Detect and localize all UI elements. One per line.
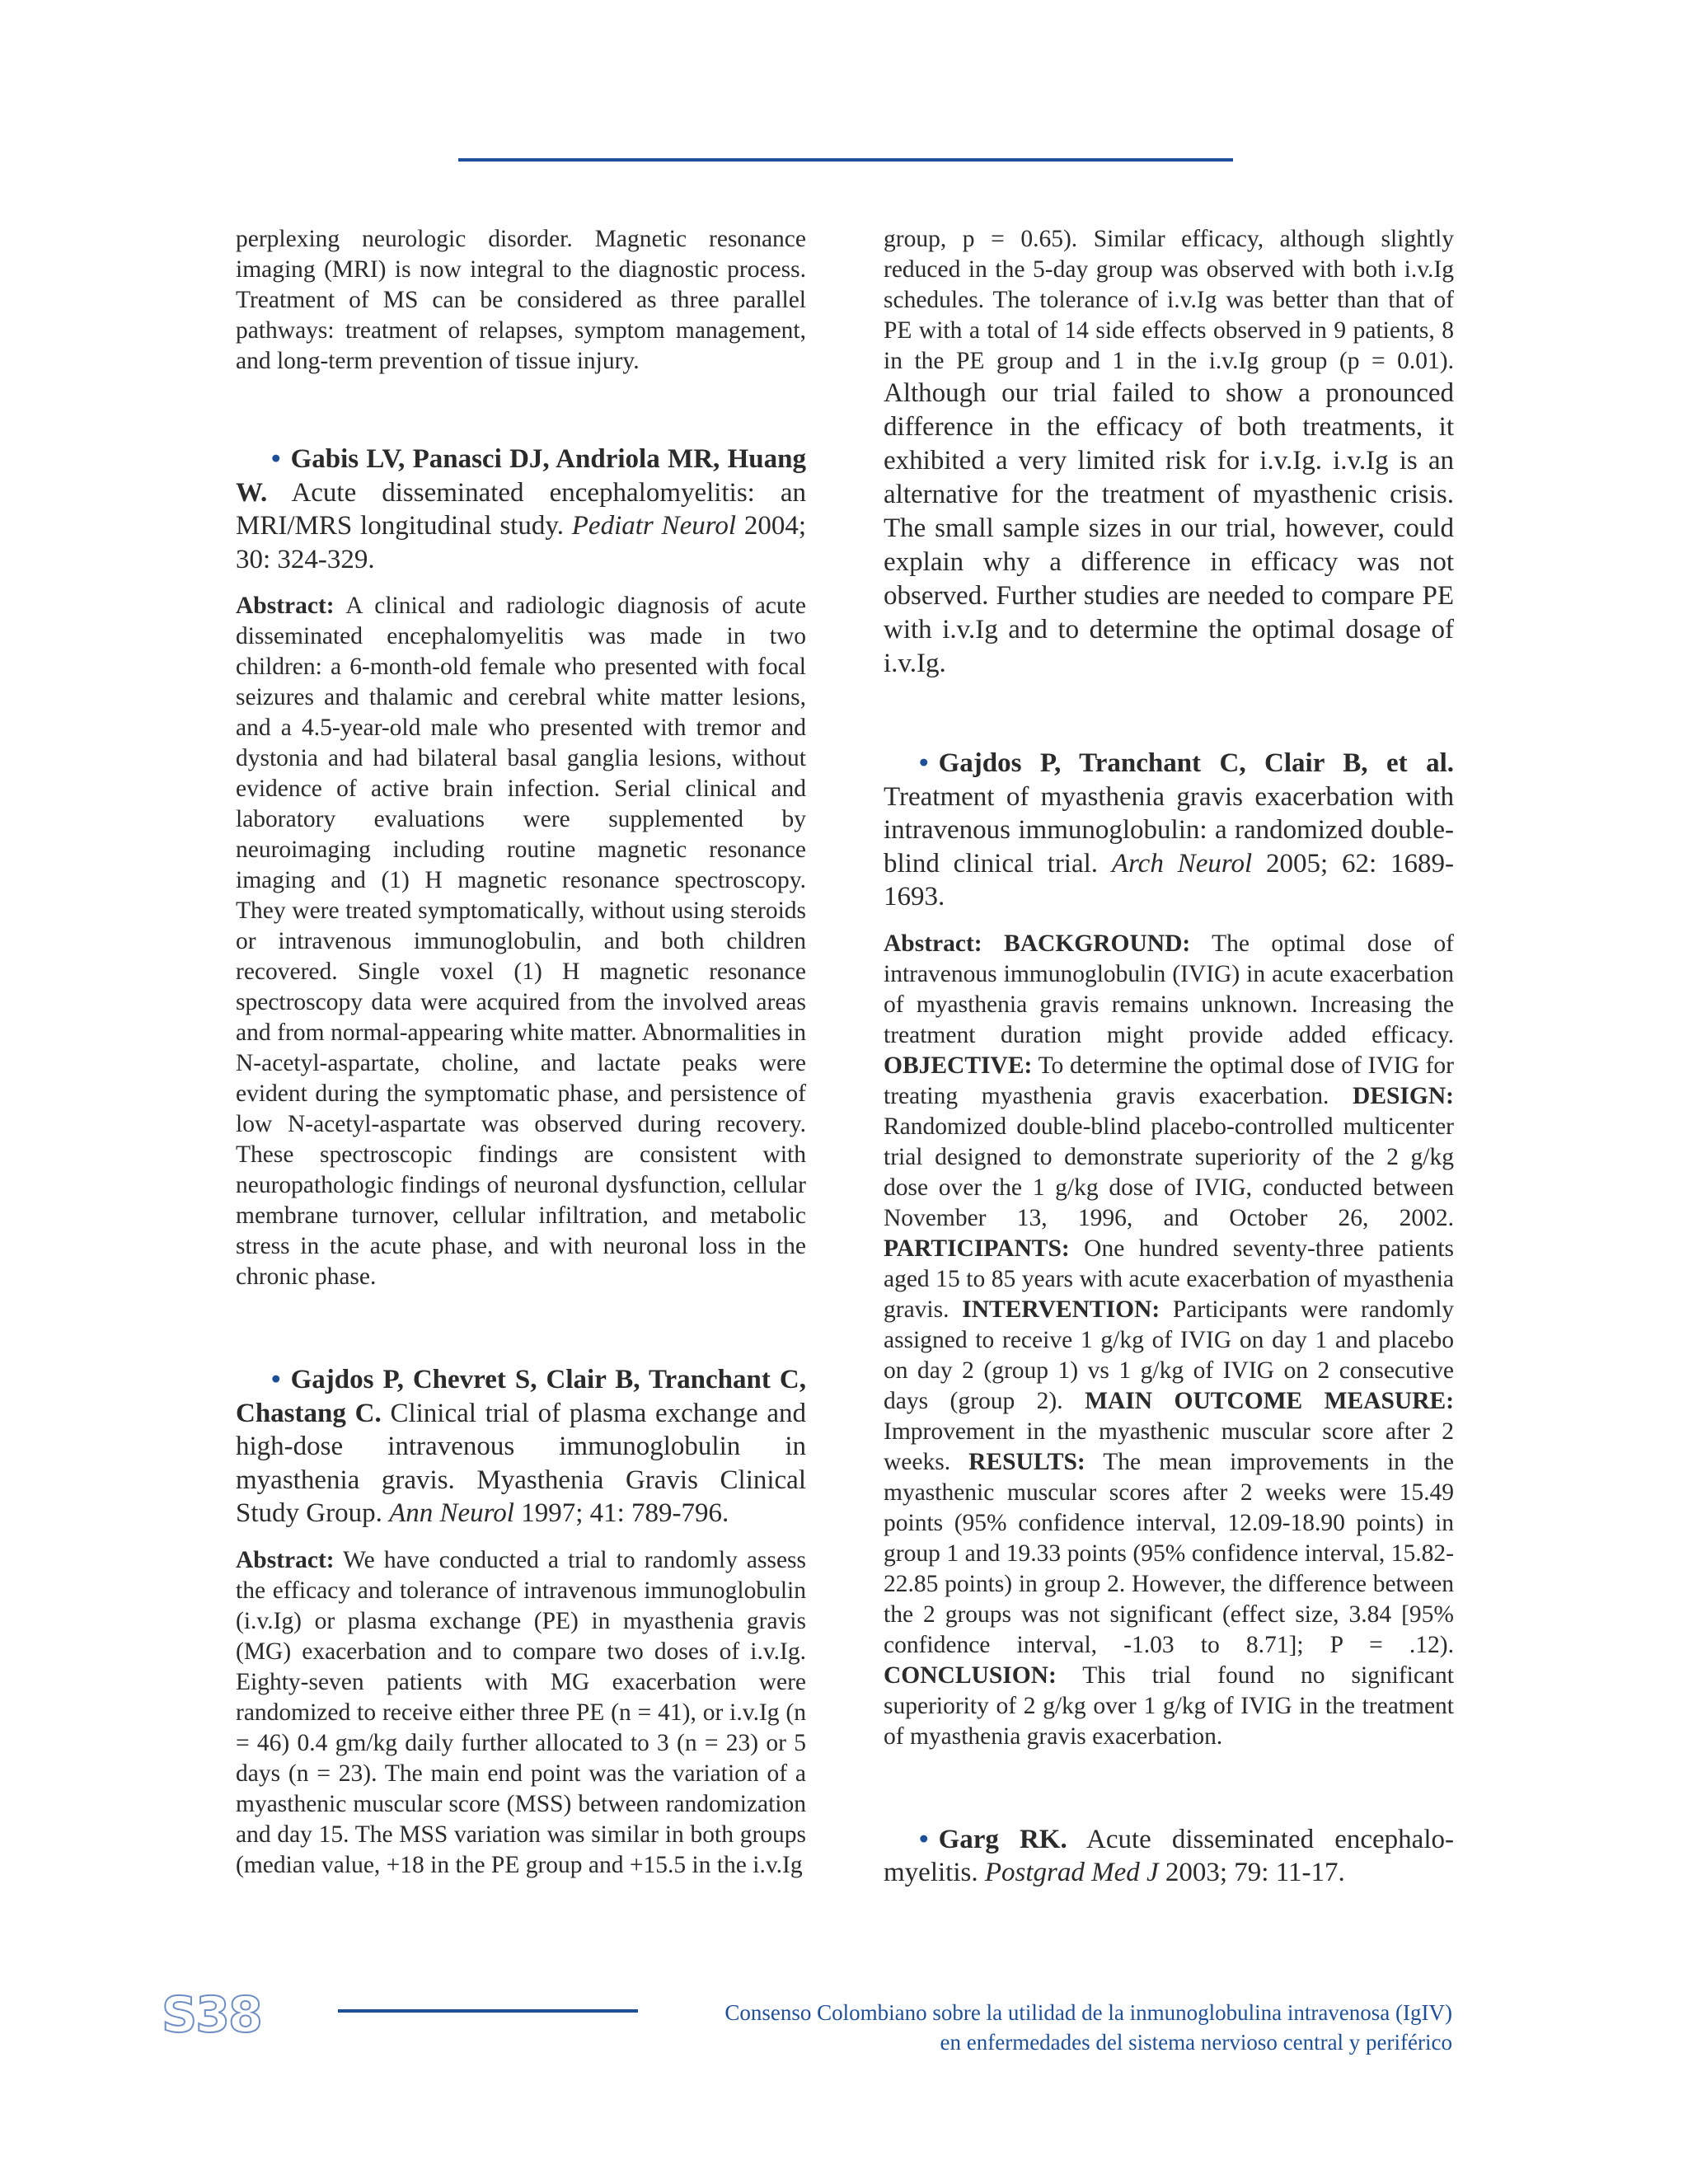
reference-title: Acute disseminated encephalomyelitis. bbox=[884, 1824, 1454, 1887]
reference-gajdos-2005 bbox=[884, 747, 1454, 914]
conclusion-text: This trial found no significant superiority of 2 g/kg over 1 g/kg of IVIG in the treatment of myasthenia gravis exacerbation. bbox=[884, 1661, 1454, 1750]
reference-journal: Pediatr Neurol bbox=[571, 511, 737, 541]
reference-citation: 2003; 79: 11-17. bbox=[1165, 1858, 1345, 1887]
outcome-label: MAIN OUTCOME MEASURE: bbox=[1085, 1387, 1455, 1414]
abstract-gajdos-1997 bbox=[236, 1545, 806, 1881]
footer-text bbox=[724, 1998, 1452, 2057]
footer-line-2: en enfermedades del sistema nervioso central y periférico bbox=[940, 2030, 1452, 2055]
page-number: S38 bbox=[162, 1986, 261, 2044]
continued-text-small: group, p = 0.65). Similar efficacy, although slightly reduced in the 5-day group was observed with both i.v.Ig schedules. The tolerance of i.v.Ig was better than that of PE with a total of 14 side effects observed in 9 patients, 8 in the PE group and 1 in the i.v.Ig group (p = 0.01). bbox=[884, 226, 1454, 374]
reference-authors: Gabis LV, Panasci DJ, Andriola MR, Huang W. bbox=[236, 444, 806, 508]
reference-title: Clinical trial of plasma exchange and high-dose intravenous immunoglobulin in myasthenia gravis. Myasthenia Gravis Clinical Study Group. bbox=[236, 1398, 806, 1528]
abstract-gajdos-2005 bbox=[884, 929, 1454, 1752]
reference-title: Treatment of myasthenia gravis exacerbation with intravenous immunoglobulin: a randomized double-blind clinical trial. bbox=[884, 781, 1454, 879]
reference-citation: 2005; 62: 1689-1693. bbox=[884, 848, 1455, 912]
abstract-gabis bbox=[236, 591, 806, 1292]
intervention-text: Participants were randomly assigned to receive 1 g/kg of IVIG on day 1 and placebo on day 2 (group 1) vs 1 g/kg of IVIG on 2 consecutive days (group 2). bbox=[884, 1296, 1455, 1414]
right-column bbox=[884, 224, 1454, 1890]
intervention-label: INTERVENTION: bbox=[962, 1296, 1160, 1323]
results-label: RESULTS: bbox=[968, 1448, 1085, 1475]
background-text: The optimal dose of intravenous immunoglobulin (IVIG) in acute exacerbation of myasthenia gravis remains unknown. Increasing the treatment duration might provide added efficacy. bbox=[884, 930, 1454, 1048]
reference-gajdos-1997 bbox=[236, 1363, 806, 1530]
bullet-icon: • bbox=[271, 444, 281, 474]
abstract-text: We have conducted a trial to randomly assess the efficacy and tolerance of intravenous immunoglobulin (i.v.Ig) or plasma exchange (PE) in myasthenia gravis (MG) exacerbation and to compare two doses of i.v.Ig. Eighty-seven patients with MG exacerbation were randomized to receive either three PE (n = 41), or i.v.Ig (n = 46) 0.4 gm/kg daily further allocated to 3 (n = 23) or 5 days (n = 23). The main end point was the variation of a myasthenic muscular score (MSS) between randomization and day 15. The MSS variation was similar in both groups (median value, +18 in the PE group and +15.5 in the i.v.Ig bbox=[236, 1546, 807, 1878]
header-rule bbox=[458, 158, 1233, 162]
conclusion-label: CONCLUSION: bbox=[884, 1661, 1057, 1689]
bullet-icon: • bbox=[919, 1824, 929, 1854]
design-text: Randomized double-blind placebo-controlled multicenter trial designed to demonstrate superiority of the 2 g/kg dose over the 1 g/kg dose of IVIG, conducted between November 13, 1996, and October 26, 2002. bbox=[884, 1113, 1454, 1231]
results-text: The mean improvements in the myasthenic muscular scores after 2 weeks were 15.49 points (95% confidence interval, 12.09-18.90 points) in group 1 and 19.33 points (95% confidence interval, 15.82-22.85 points) in group 2. However, the difference between the 2 groups was not significant (effect size, 3.84 [95% confidence interval, -1.03 to 8.71]; P = .12). bbox=[884, 1448, 1455, 1658]
outcome-text: Improvement in the myasthenic muscular score after 2 weeks. bbox=[884, 1418, 1454, 1475]
design-label: DESIGN: bbox=[1353, 1082, 1454, 1109]
reference-journal: Postgrad Med J bbox=[984, 1858, 1159, 1887]
left-column bbox=[236, 224, 806, 1881]
background-label: BACKGROUND: bbox=[1004, 930, 1191, 957]
continued-abstract bbox=[884, 224, 1454, 681]
bullet-icon: • bbox=[919, 748, 929, 778]
objective-text: To determine the optimal dose of IVIG for treating myasthenia gravis exacerbation. bbox=[884, 1052, 1455, 1109]
reference-citation: 2004; 30: 324-329. bbox=[236, 511, 806, 574]
reference-garg bbox=[884, 1823, 1454, 1890]
abstract-label: Abstract: bbox=[884, 930, 982, 957]
participants-label: PARTICIPANTS: bbox=[884, 1235, 1070, 1262]
intro-paragraph: perplexing neurologic disorder. Magnetic resonance imaging (MRI) is now integral to the diagnostic process. Treatment of MS can be considered as three parallel pathways: treatment of relapses, symptom management, and long-term prevention of tissue injury. bbox=[236, 226, 806, 374]
abstract-label: Abstract: bbox=[236, 1546, 335, 1573]
reference-authors: Gajdos P, Chevret S, Clair B, Tranchant C, Chastang C. bbox=[236, 1365, 806, 1428]
participants-text: One hundred seventy-three patients aged 15 to 85 years with acute exacerbation of myasthenia gravis. bbox=[884, 1235, 1455, 1323]
bullet-icon: • bbox=[271, 1365, 281, 1394]
continued-text-large: Although our trial failed to show a pronounced difference in the efficacy of both treatments, it exhibited a very limited risk for i.v.Ig. i.v.Ig is an alternative for the treatment of myasthenic crisis. The small sample sizes in our trial, however, could explain why a difference in efficacy was not observed. Further studies are needed to compare PE with i.v.Ig and to determine the optimal dosage of i.v.Ig. bbox=[884, 378, 1454, 678]
abstract-text: A clinical and radiologic diagnosis of acute disseminated encephalomyelitis was made in two children: a 6-month-old female who presented with focal seizures and thalamic and cerebral white matter lesions, and a 4.5-year-old male who presented with tremor and dystonia and had bilateral basal ganglia lesions, without evidence of active brain infection. Serial clinical and laboratory evaluations were supplemented by neuroimaging including routine magnetic resonance imaging and (1) H magnetic resonance spectroscopy. They were treated symptomatically, without using steroids or intravenous immunoglobulin, and both children recovered. Single voxel (1) H magnetic resonance spectroscopy data were acquired from the involved areas and from normal-appearing white matter. Abnormalities in N-acetyl-aspartate, choline, and lactate peaks were evident during the symptomatic phase, and persistence of low N-acetyl-aspartate was observed during recovery. These spectroscopic findings are consistent with neuropathologic findings of neuronal dysfunction, cellular membrane turnover, cellular infiltration, and metabolic stress in the acute phase, and with neuronal loss in the chronic phase. bbox=[236, 593, 806, 1290]
footer-rule bbox=[338, 2009, 638, 2013]
objective-label: OBJECTIVE: bbox=[884, 1052, 1033, 1079]
reference-journal: Ann Neurol bbox=[389, 1498, 514, 1528]
abstract-label: Abstract: bbox=[236, 593, 335, 619]
reference-gabis bbox=[236, 443, 806, 576]
reference-authors: Gajdos P, Tranchant C, Clair B, et al. bbox=[938, 748, 1454, 778]
reference-title: Acute disseminated encephalomyelitis: an MRI/MRS longitudinal study. bbox=[236, 477, 806, 541]
footer-line-1: Consenso Colombiano sobre la utilidad de la inmunoglobulina intravenosa (IgIV) bbox=[724, 2000, 1452, 2025]
reference-citation: 1997; 41: 789-796. bbox=[521, 1498, 729, 1528]
reference-authors: Garg RK. bbox=[938, 1824, 1067, 1854]
reference-journal: Arch Neurol bbox=[1111, 848, 1253, 879]
